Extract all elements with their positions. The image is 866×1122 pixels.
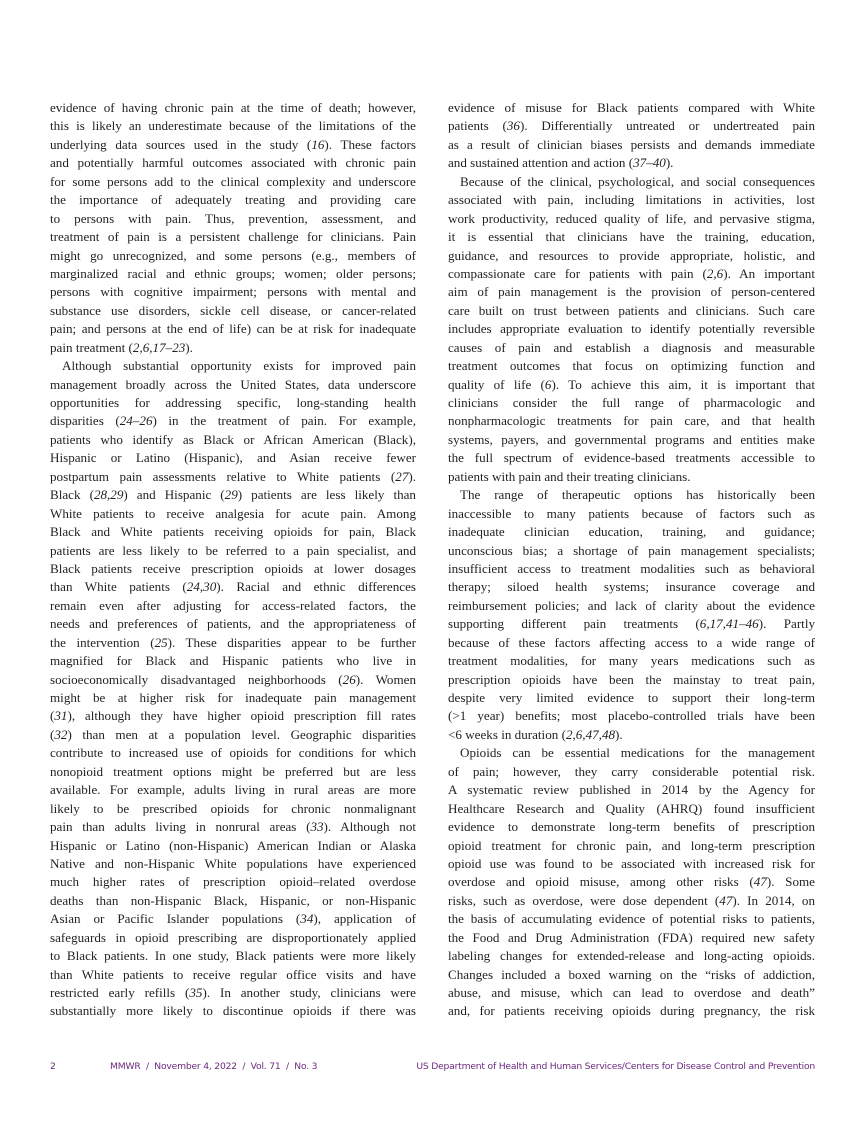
text-line: Changes included a boxed warning on the “risks of addiction,: [448, 966, 815, 982]
text-line: treatment outcomes that focus on optimizing function and: [448, 358, 815, 374]
text-line: Asian or Pacific Islander populations (34), application of: [50, 911, 417, 927]
text-line: than White patients (24,30). Racial and ethnic differences: [50, 579, 416, 595]
text-line: the basis of accumulating evidence of potential risks to patients,: [448, 911, 815, 927]
text-line: Black patients receive prescription opioids at lower dosages: [50, 560, 416, 576]
text-line: supporting different pain treatments (6,17,41–46). Partly: [448, 616, 816, 632]
text-line: of pain; however, they carry considerable potential risk.: [448, 763, 815, 779]
journal-reference: MMWR / November 4, 2022 / Vol. 71 / No. 3: [110, 1061, 318, 1072]
paragraph: [448, 486, 815, 744]
text-line: insufficient access to treatment modalities such as behavioral: [448, 560, 815, 576]
text-line: A systematic review published in 2014 by the Agency for: [448, 782, 815, 798]
text-line: the intervention (25). These disparities appear to be further: [50, 634, 416, 650]
text-line: and, for patients receiving opioids during pregnancy, the risk: [448, 1003, 815, 1019]
text-line: safeguards in opioid prescribing are disproportionately applied: [50, 929, 416, 945]
text-line: reimbursement policies; and lack of clarity about the evidence: [448, 597, 815, 613]
text-line: management broadly across the United States, data underscore: [50, 376, 416, 392]
left-column: [50, 99, 416, 1021]
text-line: systems, payers, and governmental programs and entities make: [448, 431, 815, 447]
text-line: Native and non-Hispanic White populations have experienced: [50, 855, 416, 871]
text-line: might be at higher risk for inadequate pain management: [50, 690, 416, 705]
text-line: persons with cognitive impairment; persons with mental and: [50, 284, 416, 300]
text-line: as a result of clinician biases persists and demands immediate: [448, 136, 815, 152]
text-line: pain treatment (2,6,17–23).: [50, 339, 193, 355]
text-line: inaccessible to many patients because of factors such as: [448, 505, 815, 521]
text-line: evidence of having chronic pain at the time of death; however,: [50, 100, 416, 115]
right-column: [448, 99, 815, 1021]
text-line: despite very limited evidence to support their long-term: [448, 690, 815, 705]
text-line: includes appropriate evaluation to identify potentially reversible: [448, 321, 815, 337]
text-line: disparities (24–26) in the treatment of pain. For example,: [50, 413, 416, 429]
text-line: patients who identify as Black or African American (Black),: [50, 431, 416, 447]
text-line: much higher rates of prescription opioid–related overdose: [50, 874, 416, 890]
text-line: compassionate care for patients with pain (2,6). An important: [448, 265, 815, 281]
text-line: pain; and persons at the end of life) can be at risk for inadequate: [50, 321, 416, 337]
text-line: Black and White patients receiving opioids for pain, Black: [50, 524, 416, 540]
text-line: opioid treatment for chronic pain, and long-term prescription: [448, 837, 815, 853]
text-line: marginalized racial and ethnic groups; women; older persons;: [50, 265, 416, 281]
text-line: Because of the clinical, psychological, and social consequences: [460, 173, 815, 189]
text-line: than White patients to receive regular office visits and have: [50, 966, 416, 982]
text-line: this is likely an underestimate because of the limitations of the: [50, 118, 416, 134]
text-line: causes of pain and establish a diagnosis and measurable: [448, 339, 815, 355]
text-line: for some persons add to the clinical complexity and underscore: [50, 173, 416, 189]
text-line: available. For example, adults living in rural areas are more: [50, 782, 416, 798]
text-line: Healthcare Research and Quality (AHRQ) found insufficient: [448, 800, 815, 816]
text-line: (31), although they have higher opioid prescription fill rates: [50, 708, 416, 724]
text-line: the full spectrum of evidence-based treatments accessible to: [448, 450, 815, 466]
page-number: 2: [50, 1061, 56, 1072]
text-line: treatment of pain is a persistent challenge for clinicians. Pain: [50, 229, 416, 245]
text-line: pain than adults living in nonrural areas (33). Although not: [50, 819, 417, 835]
text-line: The range of therapeutic options has historically been: [460, 487, 815, 503]
text-line: to Black patients. In one study, Black patients were more likely: [50, 948, 416, 964]
text-line: socioeconomically disadvantaged neighborhoods (26). Women: [50, 671, 416, 687]
text-line: aim of pain management is the provision of person-centered: [448, 284, 815, 300]
text-line: abuse, and misuse, which can lead to overdose and death”: [448, 985, 815, 1000]
text-line: contribute to increased use of opioids for conditions for which: [50, 745, 416, 761]
text-line: <6 weeks in duration (2,6,47,48).: [448, 726, 623, 742]
text-line: might go unrecognized, and some persons (e.g., members of: [50, 247, 416, 263]
text-line: prescription opioids have been the mainstay to treat pain,: [448, 671, 815, 687]
paragraph: [50, 357, 416, 1021]
text-line: quality of life (6). To achieve this aim, it is important that: [448, 376, 816, 392]
text-line: (32) than men at a population level. Geographic disparities: [50, 726, 416, 742]
text-line: nonpharmacologic treatments for pain care, and that health: [448, 413, 815, 429]
text-line: magnified for Black and Hispanic patients who live in: [50, 653, 416, 669]
agency-name: US Department of Health and Human Services/Centers for Disease Control and Prevention: [416, 1061, 815, 1072]
text-line: patients (36). Differentially untreated or undertreated pain: [448, 118, 815, 134]
text-line: patients with pain and their treating clinicians.: [448, 468, 691, 484]
paragraph: [448, 99, 815, 173]
text-line: Opioids can be essential medications for the management: [460, 745, 815, 761]
paragraph: [50, 99, 416, 357]
text-line: associated with pain, including limitations in activities, lost: [448, 192, 815, 208]
text-line: restricted early refills (35). In another study, clinicians were: [50, 985, 416, 1000]
text-line: care built on trust between patients and clinicians. Such care: [448, 302, 815, 318]
text-line: and potentially harmful outcomes associated with chronic pain: [50, 155, 416, 171]
text-line: Hispanic or Latino (non-Hispanic) American Indian or Alaska: [50, 837, 416, 853]
text-line: patients are less likely to be referred to a pain specialist, and: [50, 542, 416, 558]
text-line: (>1 year) benefits; most placebo-controlled trials have been: [448, 708, 815, 724]
text-line: it is essential that clinicians have the training, education,: [448, 229, 815, 245]
text-line: opioid use was found to be associated with increased risk for: [448, 855, 815, 871]
text-line: and sustained attention and action (37–40).: [448, 155, 674, 171]
text-line: underlying data sources used in the study (16). These factors: [50, 136, 416, 152]
text-line: treatment modalities, for many years medications such as: [448, 653, 815, 669]
text-line: White patients to receive analgesia for acute pain. Among: [50, 505, 416, 521]
text-line: guidance, and resources to provide appropriate, holistic, and: [448, 247, 815, 263]
text-line: clinicians consider the full range of pharmacologic and: [448, 395, 815, 410]
text-line: substance use disorders, sickle cell disease, or cancer-related: [50, 302, 416, 318]
text-line: substantially more likely to discontinue opioids if there was: [50, 1003, 416, 1019]
text-line: opportunities for addressing specific, long-standing health: [50, 395, 416, 410]
text-line: likely to be prescribed opioids for chronic nonmalignant: [50, 800, 416, 816]
text-line: unconscious bias; a shortage of pain management specialists;: [448, 542, 815, 558]
text-line: inadequate clinician education, training, and guidance;: [448, 524, 815, 540]
text-line: the importance of adequately treating and providing care: [50, 192, 416, 208]
paragraph: [448, 173, 815, 486]
text-line: therapy; siloed health systems; insurance coverage and: [448, 579, 815, 595]
text-line: Black (28,29) and Hispanic (29) patients are less likely than: [50, 487, 416, 503]
text-line: because of these factors affecting access to a wide range of: [448, 634, 815, 650]
text-line: overdose and opioid misuse, among other risks (47). Some: [448, 874, 815, 890]
text-line: to persons with pain. Thus, prevention, assessment, and: [50, 210, 416, 226]
text-line: Although substantial opportunity exists for improved pain: [62, 358, 416, 374]
text-line: work productivity, reduced quality of life, and pervasive stigma,: [448, 210, 815, 226]
text-line: Hispanic or Latino (Hispanic), and Asian receive fewer: [50, 450, 416, 466]
text-line: nonopioid treatment options might be preferred but are less: [50, 763, 416, 779]
text-line: risks, such as overdose, were dose dependent (47). In 2014, on: [448, 892, 815, 908]
text-line: labeling changes for extended-release and long-acting opioids.: [448, 948, 815, 964]
paragraph: [448, 744, 815, 1021]
text-line: evidence to demonstrate long-term benefits of prescription: [448, 819, 815, 835]
text-line: remain even after adjusting for access-related factors, the: [50, 597, 416, 613]
text-line: postpartum pain assessments relative to White patients (27).: [50, 468, 416, 484]
text-line: needs and preferences of patients, and the appropriateness of: [50, 616, 416, 632]
text-line: deaths than non-Hispanic Black, Hispanic, or non-Hispanic: [50, 892, 416, 908]
text-line: evidence of misuse for Black patients compared with White: [448, 100, 815, 115]
text-line: the Food and Drug Administration (FDA) required new safety: [448, 929, 815, 945]
